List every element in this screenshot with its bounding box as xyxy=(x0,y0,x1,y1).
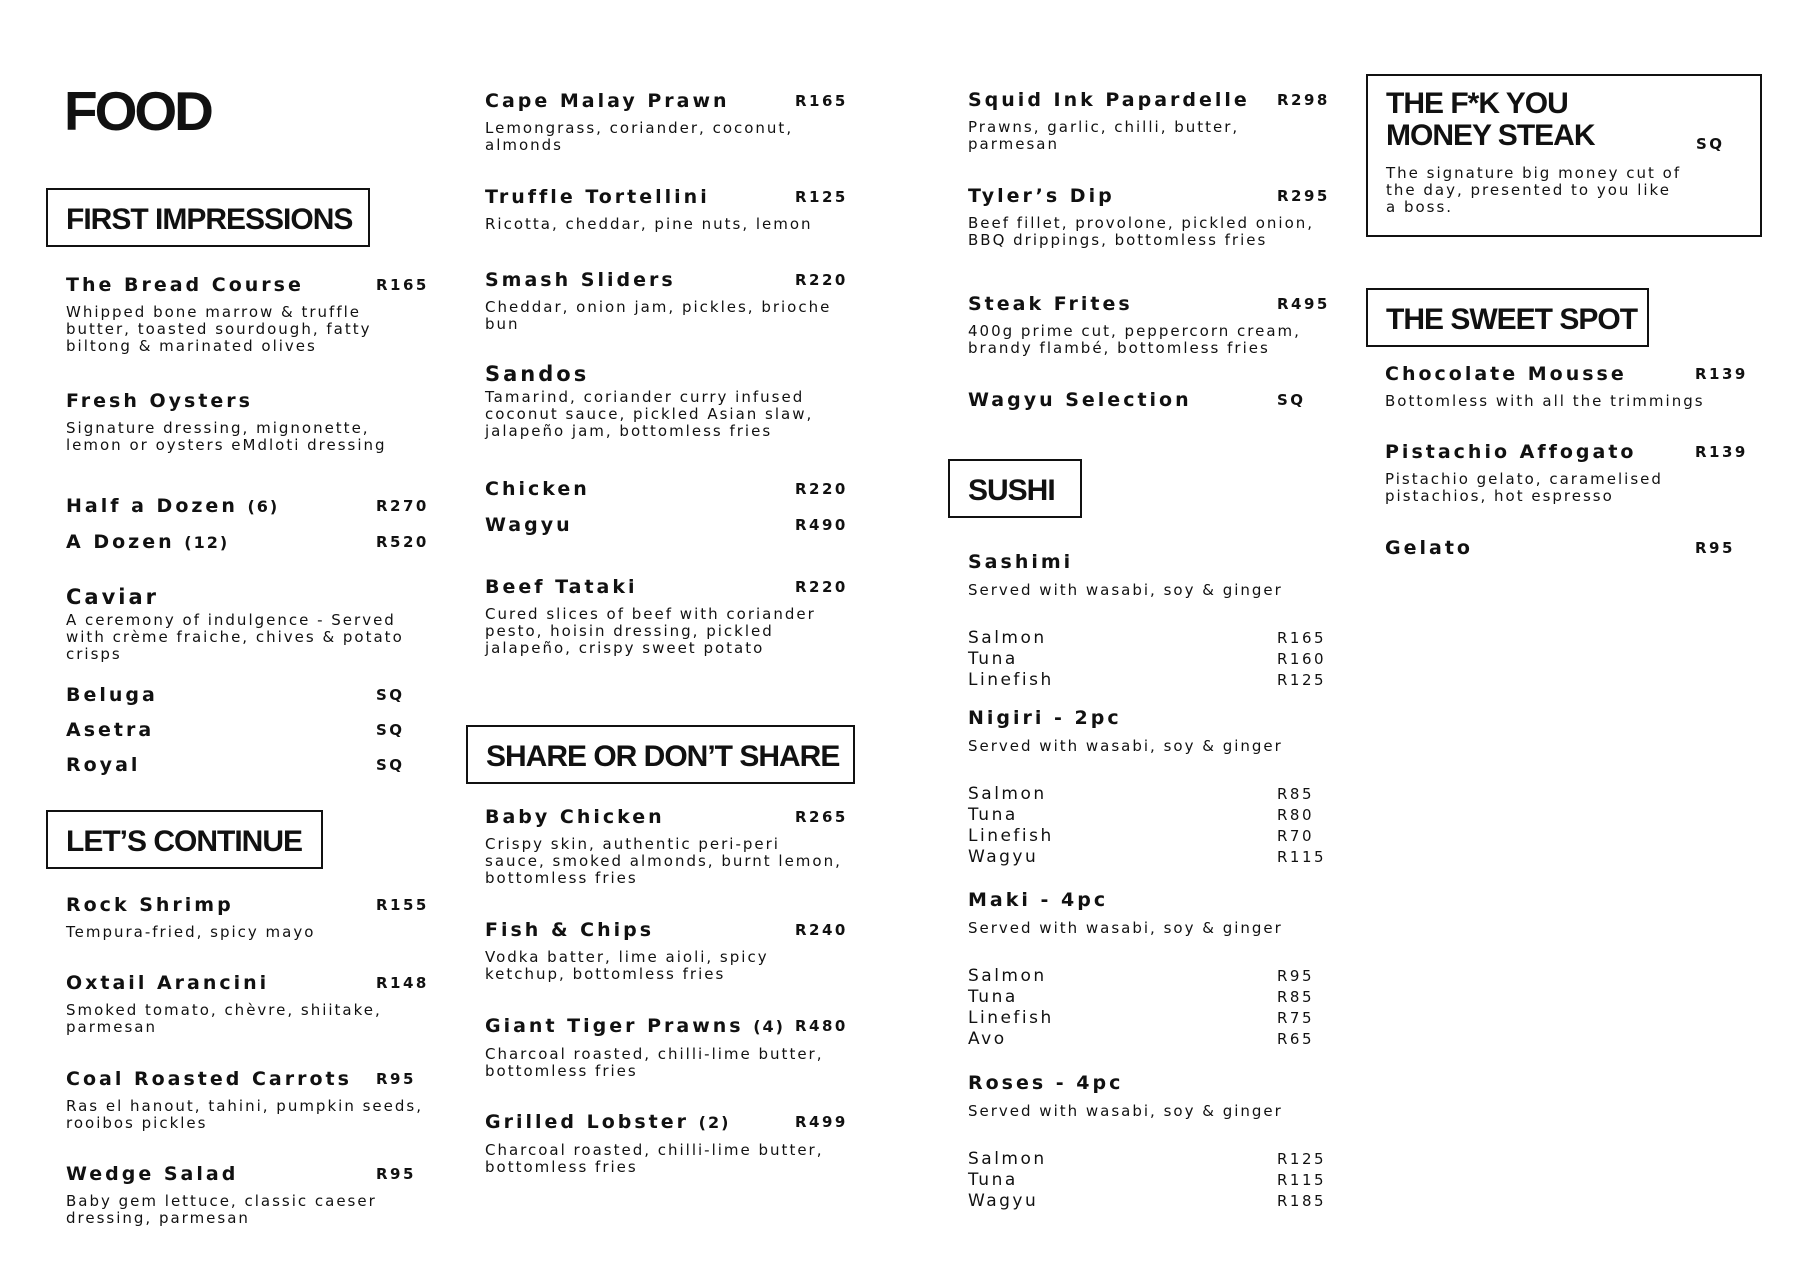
item-name: Tyler’s Dip xyxy=(968,185,1115,207)
list-item: Tuna R80 xyxy=(968,805,1315,825)
menu-item-wagyu xyxy=(485,513,848,537)
menu-item-pistachio-affogato xyxy=(1385,440,1755,505)
item-price: R139 xyxy=(1695,443,1748,461)
menu-item-smash-sliders xyxy=(485,268,848,333)
item-quantity: (6) xyxy=(247,497,280,516)
item-description: Ras el hanout, tahini, pumpkin seeds, rooibos pickles xyxy=(66,1097,423,1132)
menu-item-royal xyxy=(66,753,426,777)
item-price: R240 xyxy=(795,921,848,939)
item-price: R270 xyxy=(376,497,429,515)
item-name: Caviar xyxy=(66,585,159,609)
item-name: Giant Tiger Prawns (4) xyxy=(485,1015,785,1037)
item-description: Lemongrass, coriander, coconut, almonds xyxy=(485,119,794,154)
menu-item-tylers-dip xyxy=(968,184,1334,249)
item-name: Squid Ink Papardelle xyxy=(968,89,1250,111)
section-heading-share: SHARE OR DON’T SHARE xyxy=(466,725,855,784)
item-description: Bottomless with all the trimmings xyxy=(1385,392,1705,410)
item-name: Steak Frites xyxy=(968,293,1133,315)
menu-item-beluga xyxy=(66,683,426,707)
item-description: Vodka batter, lime aioli, spicy ketchup, bottomless fries xyxy=(485,948,769,983)
item-description: Ricotta, cheddar, pine nuts, lemon xyxy=(485,215,813,233)
section-heading-lets-continue: LET’S CONTINUE xyxy=(46,810,323,869)
section-heading-sushi: SUSHI xyxy=(948,459,1082,518)
item-name: Chicken xyxy=(485,478,590,500)
item-price: R139 xyxy=(1695,365,1748,383)
item-price: R125 xyxy=(795,188,848,206)
menu-item-fresh-oysters xyxy=(66,389,426,454)
item-description: Cured slices of beef with coriander pesto, hoisin dressing, pickled jalapeño, crispy sweet potato xyxy=(485,605,816,657)
list-item: Wagyu R115 xyxy=(968,847,1327,867)
steak-box-content xyxy=(1386,88,1686,216)
item-name: Pistachio Affogato xyxy=(1385,441,1637,463)
menu-item-cape-malay-prawn xyxy=(485,89,848,154)
list-item: Avo R65 xyxy=(968,1029,1315,1049)
item-name: Half a Dozen (6) xyxy=(66,495,280,517)
item-price: R95 xyxy=(1695,539,1735,557)
menu-item-gelato xyxy=(1385,536,1755,560)
item-description: Pistachio gelato, caramelised pistachios, hot espresso xyxy=(1385,470,1663,505)
list-item: Salmon R95 xyxy=(968,966,1315,986)
group-description: Served with wasabi, soy & ginger xyxy=(968,737,1283,755)
item-price: R165 xyxy=(376,276,429,294)
sushi-group-sashimi xyxy=(968,550,1308,599)
item-name: Baby Chicken xyxy=(485,806,665,828)
item-price: SQ xyxy=(376,721,405,739)
menu-item-truffle-tortellini xyxy=(485,185,848,233)
item-name: Chocolate Mousse xyxy=(1385,363,1627,385)
item-quantity: (4) xyxy=(753,1017,785,1036)
steak-box-description: The signature big money cut of the day, presented to you like a boss. xyxy=(1386,164,1682,216)
sushi-group-nigiri xyxy=(968,706,1308,755)
item-price: R480 xyxy=(795,1017,848,1035)
item-description: A ceremony of indulgence - Served with crème fraiche, chives & potato crisps xyxy=(66,611,404,663)
item-price: R95 xyxy=(376,1165,416,1183)
group-description: Served with wasabi, soy & ginger xyxy=(968,581,1283,599)
item-name: Asetra xyxy=(66,719,155,741)
item-name: Coal Roasted Carrots xyxy=(66,1068,352,1090)
item-description: Smoked tomato, chèvre, shiitake, parmesan xyxy=(66,1001,382,1036)
item-name: Wedge Salad xyxy=(66,1163,239,1185)
item-name: Wagyu Selection xyxy=(968,389,1192,411)
menu-item-baby-chicken xyxy=(485,805,848,887)
item-price: R95 xyxy=(376,1070,416,1088)
group-description: Served with wasabi, soy & ginger xyxy=(968,1102,1283,1120)
item-price: R495 xyxy=(1277,295,1330,313)
item-description: Tempura-fried, spicy mayo xyxy=(66,923,316,941)
sushi-group-roses xyxy=(968,1071,1308,1120)
item-name: Oxtail Arancini xyxy=(66,972,270,994)
item-price: R165 xyxy=(795,92,848,110)
item-price: R499 xyxy=(795,1113,848,1131)
group-name: Maki - 4pc xyxy=(968,889,1109,911)
menu-item-wagyu-selection xyxy=(968,388,1334,412)
menu-item-coal-roasted-carrots xyxy=(66,1067,426,1132)
item-price: R220 xyxy=(795,271,848,289)
menu-item-oxtail-arancini xyxy=(66,971,429,1036)
item-name: Wagyu xyxy=(485,514,573,536)
item-quantity: (2) xyxy=(698,1113,731,1132)
item-name: Sandos xyxy=(485,362,590,386)
steak-box-price: SQ xyxy=(1696,135,1725,153)
menu-item-half-dozen xyxy=(66,494,429,519)
signature-steak-box xyxy=(1366,74,1762,237)
item-description: Tamarind, coriander curry infused coconut sauce, pickled Asian slaw, jalapeño jam, bottomless fries xyxy=(485,388,814,440)
item-price: R520 xyxy=(376,533,429,551)
item-price: R265 xyxy=(795,808,848,826)
item-name: Beluga xyxy=(66,684,158,706)
item-price: SQ xyxy=(1277,391,1306,409)
item-price: R148 xyxy=(376,974,429,992)
menu-item-grilled-lobster xyxy=(485,1110,848,1176)
list-item: Salmon R165 xyxy=(968,628,1327,648)
item-description: Cheddar, onion jam, pickles, brioche bun xyxy=(485,298,832,333)
item-price: R490 xyxy=(795,516,848,534)
menu-item-sandos xyxy=(485,362,851,440)
item-description: Charcoal roasted, chilli-lime butter, bottomless fries xyxy=(485,1141,824,1176)
group-name: Sashimi xyxy=(968,551,1074,573)
list-item: Wagyu R185 xyxy=(968,1191,1327,1211)
item-name: Beef Tataki xyxy=(485,576,638,598)
group-name: Nigiri - 2pc xyxy=(968,707,1122,729)
section-heading-sweet-spot: THE SWEET SPOT xyxy=(1366,288,1649,347)
item-name: A Dozen (12) xyxy=(66,531,230,553)
menu-item-asetra xyxy=(66,718,426,742)
item-name: Royal xyxy=(66,754,141,776)
item-name: Smash Sliders xyxy=(485,269,676,291)
item-price: R220 xyxy=(795,578,848,596)
item-name: Rock Shrimp xyxy=(66,894,234,916)
item-name: Fresh Oysters xyxy=(66,390,253,412)
section-heading-first-impressions: FIRST IMPRESSIONS xyxy=(46,188,370,247)
list-item: Linefish R125 xyxy=(968,670,1327,690)
menu-item-bread-course xyxy=(66,273,429,355)
item-description: Signature dressing, mignonette, lemon or oysters eMdloti dressing xyxy=(66,419,387,454)
menu-item-squid-ink-papardelle xyxy=(968,88,1334,153)
list-item: Tuna R115 xyxy=(968,1170,1327,1190)
item-description: 400g prime cut, peppercorn cream, brandy flambé, bottomless fries xyxy=(968,322,1301,357)
list-item: Salmon R85 xyxy=(968,784,1315,804)
menu-item-steak-frites xyxy=(968,292,1334,357)
item-quantity: (12) xyxy=(184,533,230,552)
item-description: Baby gem lettuce, classic caeser dressing, parmesan xyxy=(66,1192,377,1227)
list-item: Linefish R70 xyxy=(968,826,1315,846)
item-name: Fish & Chips xyxy=(485,919,655,941)
item-price: R295 xyxy=(1277,187,1330,205)
item-description: Charcoal roasted, chilli-lime butter, bottomless fries xyxy=(485,1045,824,1080)
list-item: Salmon R125 xyxy=(968,1149,1327,1169)
item-description: Prawns, garlic, chilli, butter, parmesan xyxy=(968,118,1240,153)
item-name: The Bread Course xyxy=(66,274,304,296)
item-name: Gelato xyxy=(1385,537,1473,559)
list-item: Linefish R75 xyxy=(968,1008,1315,1028)
item-price: R155 xyxy=(376,896,429,914)
sushi-group-maki xyxy=(968,888,1308,937)
menu-item-caviar xyxy=(66,585,432,663)
list-item: Tuna R160 xyxy=(968,649,1327,669)
item-name: Cape Malay Prawn xyxy=(485,90,730,112)
menu-item-giant-tiger-prawns xyxy=(485,1014,848,1080)
item-price: SQ xyxy=(376,756,405,774)
item-description: Beef fillet, provolone, pickled onion, BBQ drippings, bottomless fries xyxy=(968,214,1315,249)
menu-item-dozen xyxy=(66,530,429,555)
menu-item-chicken xyxy=(485,477,848,501)
menu-item-rock-shrimp xyxy=(66,893,429,941)
group-description: Served with wasabi, soy & ginger xyxy=(968,919,1283,937)
steak-box-title-line-2: MONEY STEAK xyxy=(1386,119,1595,152)
menu-item-wedge-salad xyxy=(66,1162,426,1227)
group-name: Roses - 4pc xyxy=(968,1072,1124,1094)
item-price: SQ xyxy=(376,686,405,704)
menu-item-beef-tataki xyxy=(485,575,848,657)
steak-box-title-line-1: THE F*K YOU xyxy=(1386,87,1568,120)
item-name: Grilled Lobster (2) xyxy=(485,1111,731,1133)
menu-item-fish-chips xyxy=(485,918,848,983)
page-title: FOOD xyxy=(64,80,211,142)
item-price: R298 xyxy=(1277,91,1330,109)
item-name: Truffle Tortellini xyxy=(485,186,710,208)
list-item: Tuna R85 xyxy=(968,987,1315,1007)
menu-item-chocolate-mousse xyxy=(1385,362,1755,410)
item-description: Crispy skin, authentic peri-peri sauce, smoked almonds, burnt lemon, bottomless fries xyxy=(485,835,842,887)
item-price: R220 xyxy=(795,480,848,498)
item-description: Whipped bone marrow & truffle butter, toasted sourdough, fatty biltong & marinated olives xyxy=(66,303,372,355)
